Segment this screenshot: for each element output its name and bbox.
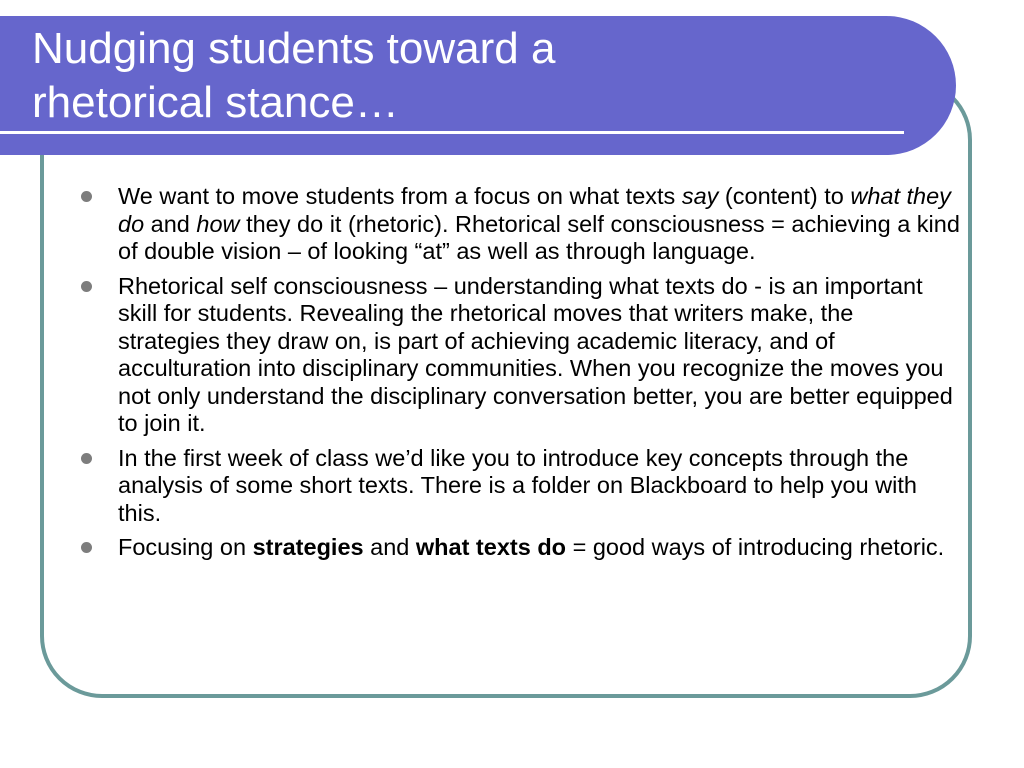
bold-text-segment: strategies: [252, 534, 364, 560]
bullet-dot-icon: [81, 542, 92, 553]
bullet-text-segment: and: [144, 210, 197, 237]
bullet-text-segment: and: [363, 534, 416, 560]
title-line-2: rhetorical stance…: [32, 78, 399, 127]
italic-text-segment: say: [681, 183, 719, 209]
title-underline: [0, 131, 904, 134]
bullet-text-segment: We want to move students from a focus on what texts: [118, 183, 682, 209]
italic-text-segment: how: [196, 210, 240, 237]
bullet-item: [80, 445, 960, 528]
bullet-text: [118, 183, 960, 264]
italic-text-segment: what they do: [118, 183, 951, 237]
bullet-text-segment: they do it (rhetoric). Rhetorical self consciousness = achieving a kind of double vision – of looking “at” as well as through language.: [118, 210, 960, 264]
bullet-text-segment: Focusing on: [118, 534, 253, 560]
bullet-text: [118, 273, 953, 437]
bullet-dot-icon: [81, 453, 92, 464]
bullet-text-segment: In the first week of class we’d like you to introduce key concepts through the analysis of some short texts. There is a folder on Blackboard to help you with this.: [118, 444, 917, 526]
bullet-item: [80, 534, 960, 562]
bullet-text-segment: Rhetorical self consciousness – understanding what texts do - is an important skill for students. Revealing the rhetorical moves that writers make, the strategies they draw on, is part of achieving academic literacy, and of acculturation into disciplinary communities. When you recognize the moves you not only understand the disciplinary conversation better, you are better equipped to join it.: [118, 272, 953, 436]
title-line-1: Nudging students toward a: [32, 24, 556, 73]
slide-title: [32, 22, 555, 130]
bullet-text: [118, 534, 944, 560]
bullet-list: [80, 183, 960, 569]
bullet-text-segment: = good ways of introducing rhetoric.: [566, 534, 945, 560]
bullet-text: [118, 445, 917, 526]
bullet-dot-icon: [81, 281, 92, 292]
bullet-text-segment: (content) to: [718, 183, 851, 209]
bullet-item: [80, 273, 960, 438]
bold-text-segment: what texts do: [415, 534, 567, 560]
bullet-item: [80, 183, 960, 266]
bullet-dot-icon: [81, 191, 92, 202]
